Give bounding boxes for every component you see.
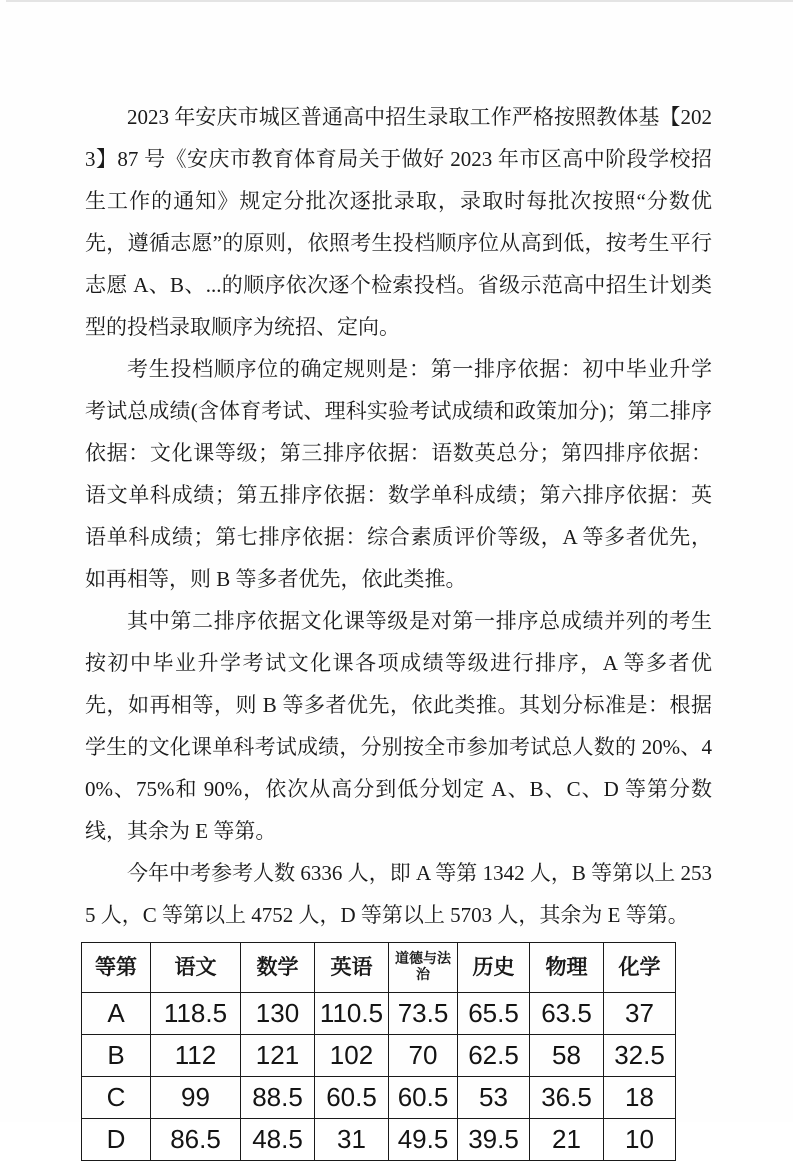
score-cell: 86.5: [151, 1119, 241, 1161]
table-row-grade-c: [82, 1077, 676, 1119]
score-cell: 110.5: [315, 993, 389, 1035]
grade-cell: A: [82, 993, 151, 1035]
header-grade: 等第: [82, 943, 151, 993]
paragraph-grade-division-standard: 其中第二排序依据文化课等级是对第一排序总成绩并列的考生按初中毕业升学考试文化课各项成绩等级进行排序，A 等多者优先，如再相等，则 B 等多者优先，依此类推。其划分标准是：根据学生的文化课单科考试成绩，分别按全市参加考试总人数的 20%、40%、75%和 90%，依次从高分到低分划定 A、B、C、D 等第分数线，其余为 E 等第。: [85, 609, 712, 843]
paragraph-ranking-rules: 考生投档顺序位的确定规则是：第一排序依据：初中毕业升学考试总成绩(含体育考试、理科实验考试成绩和政策加分)；第二排序依据：文化课等级；第三排序依据：语数英总分；第四排序依据：语文单科成绩；第五排序依据：数学单科成绩；第六排序依据：英语单科成绩；第七排序依据：综合素质评价等级，A 等多者优先，如再相等，则 B 等多者优先，依此类推。: [85, 357, 712, 591]
score-cell: 60.5: [315, 1077, 389, 1119]
score-cell: 70: [389, 1035, 458, 1077]
score-cell: 112: [151, 1035, 241, 1077]
score-cell: 121: [241, 1035, 315, 1077]
score-cell: 37: [604, 993, 676, 1035]
scan-artifact: [6, 0, 793, 2]
score-cell: 102: [315, 1035, 389, 1077]
score-cell: 48.5: [241, 1119, 315, 1161]
score-cell: 32.5: [604, 1035, 676, 1077]
score-cell: 58: [530, 1035, 604, 1077]
score-cell: 63.5: [530, 993, 604, 1035]
header-physics: 物理: [530, 943, 604, 993]
score-cell: 36.5: [530, 1077, 604, 1119]
score-cell: 60.5: [389, 1077, 458, 1119]
header-chemistry: 化学: [604, 943, 676, 993]
score-cell: 49.5: [389, 1119, 458, 1161]
score-cell: 18: [604, 1077, 676, 1119]
score-cell: 99: [151, 1077, 241, 1119]
score-cell: 88.5: [241, 1077, 315, 1119]
grade-cutoff-table: [81, 942, 676, 1161]
score-cell: 10: [604, 1119, 676, 1161]
header-history: 历史: [458, 943, 530, 993]
paragraph-admission-policy: 2023 年安庆市城区普通高中招生录取工作严格按照教体基【2023】87 号《安庆市教育体育局关于做好 2023 年市区高中阶段学校招生工作的通知》规定分批次逐批录取，录取时每批次按照“分数优先，遵循志愿”的原则，依照考生投档顺序位从高到低，按考生平行志愿 A、B、...的顺序依次逐个检索投档。省级示范高中招生计划类型的投档录取顺序为统招、定向。: [85, 105, 712, 339]
header-english: 英语: [315, 943, 389, 993]
score-cell: 65.5: [458, 993, 530, 1035]
score-cell: 118.5: [151, 993, 241, 1035]
score-cell: 53: [458, 1077, 530, 1119]
table-row-grade-d: [82, 1119, 676, 1161]
grade-cell: B: [82, 1035, 151, 1077]
score-cell: 62.5: [458, 1035, 530, 1077]
score-cell: 21: [530, 1119, 604, 1161]
score-cell: 39.5: [458, 1119, 530, 1161]
paragraph-participant-counts: 今年中考参考人数 6336 人，即 A 等第 1342 人，B 等第以上 2535 人，C 等第以上 4752 人，D 等第以上 5703 人，其余为 E 等第。: [85, 861, 712, 927]
grade-cell: D: [82, 1119, 151, 1161]
header-chinese: 语文: [151, 943, 241, 993]
header-math: 数学: [241, 943, 315, 993]
score-cell: 73.5: [389, 993, 458, 1035]
table-header-row: [82, 943, 676, 993]
table-row-grade-b: [82, 1035, 676, 1077]
score-cell: 31: [315, 1119, 389, 1161]
grade-cell: C: [82, 1077, 151, 1119]
score-cell: 130: [241, 993, 315, 1035]
table-row-grade-a: [82, 993, 676, 1035]
header-morality-law: 道德与法治: [389, 943, 458, 993]
